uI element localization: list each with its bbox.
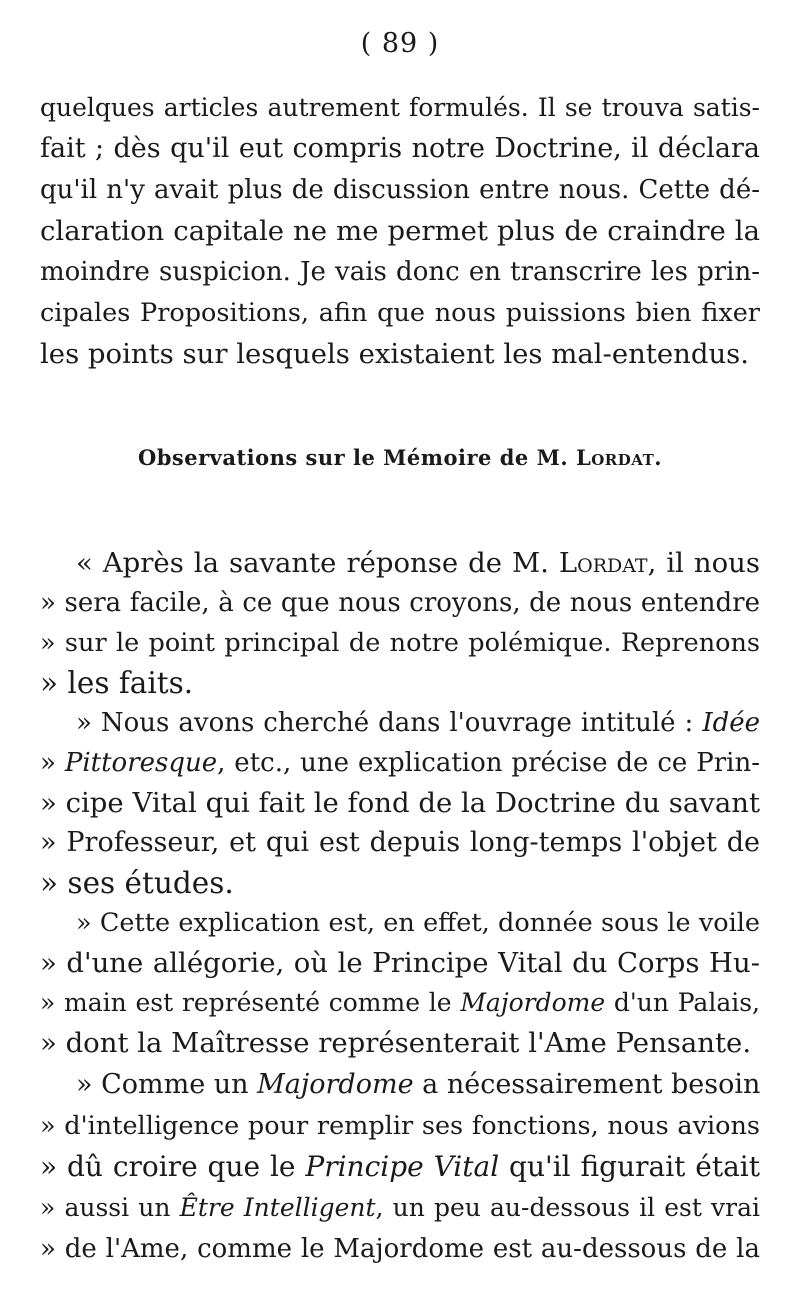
heading-author-name: Lordat [575, 445, 655, 470]
text-line: » Professeur, et qui est depuis long-temps l'objet de [40, 827, 760, 858]
text-line: » dû croire que le Principe Vital qu'il figurait était [40, 1150, 761, 1183]
text-line: » main est représenté comme le Majordome d'un Palais, [40, 988, 761, 1017]
text-line: quelques articles autrement formulés. Il se trouva satis- [40, 93, 760, 122]
text-line: » Cette explication est, en effet, donnée sous le voile [76, 908, 760, 938]
text-line: fait ; dès qu'il eut compris notre Doctrine, il déclara [40, 133, 760, 164]
text-line: » dont la Maîtresse représenterait l'Ame Pensante. [40, 1027, 752, 1059]
text-line: « Après la savante réponse de M. Lordat, il nous [76, 547, 760, 579]
text-line: » de l'Ame, comme le Majordome est au-dessous de la [40, 1234, 760, 1264]
text-line: » les faits. [40, 666, 194, 700]
heading-end: . [654, 445, 663, 470]
text-line: » cipe Vital qui fait le fond de la Doctrine du savant [40, 787, 760, 819]
text-line: » Comme un Majordome a nécessairement besoin [76, 1069, 761, 1100]
text-line: » d'une allégorie, où le Principe Vital du Corps Hu- [40, 947, 760, 979]
heading-text: Observations sur le Mémoire de M. [137, 445, 576, 470]
text-line: » ses études. [40, 866, 234, 900]
text-line: qu'il n'y avait plus de discussion entre nous. Cette dé- [40, 175, 760, 205]
text-line: » aussi un Être Intelligent, un peu au-dessous il est vrai [40, 1193, 760, 1222]
text-line: » sur le point principal de notre polémique. Reprenons [40, 628, 760, 658]
text-line: les points sur lesquels existaient les mal-entendus. [40, 338, 750, 370]
page-number: ( 89 ) [360, 28, 440, 59]
text-line: cipales Propositions, afin que nous puissions bien fixer [40, 298, 760, 328]
text-line: moindre suspicion. Je vais donc en transcrire les prin- [40, 257, 760, 287]
text-line: » d'intelligence pour remplir ses fonctions, nous avions [40, 1111, 760, 1141]
author-name: Lordat [558, 547, 648, 579]
text-line: claration capitale ne me permet plus de craindre la [40, 215, 760, 247]
text-line: » Pittoresque, etc., une explication précise de ce Prin- [40, 748, 760, 778]
text-line: » Nous avons cherché dans l'ouvrage intitulé : Idée [76, 708, 760, 738]
section-heading [40, 445, 760, 470]
text-line: » sera facile, à ce que nous croyons, de nous entendre [40, 588, 760, 618]
